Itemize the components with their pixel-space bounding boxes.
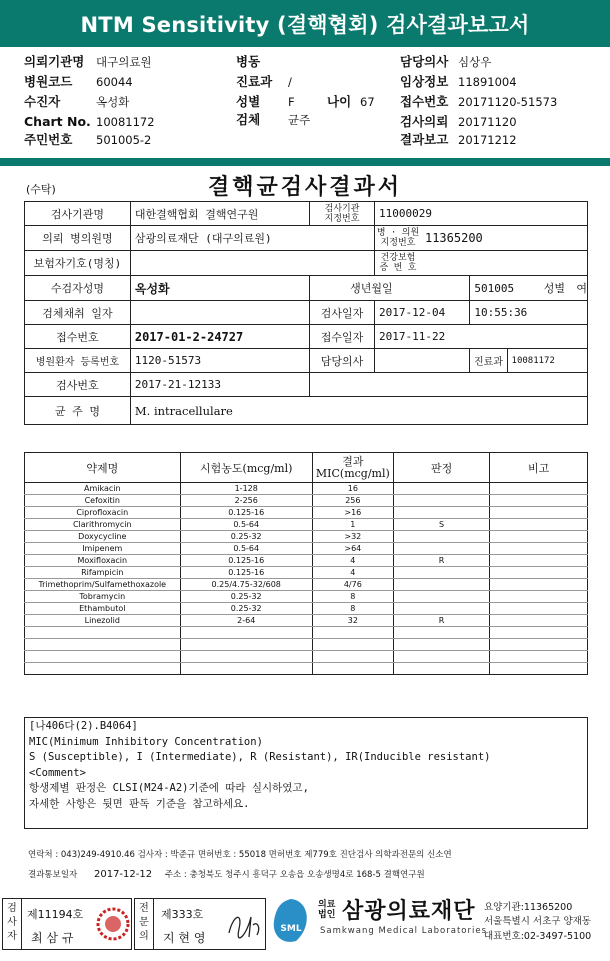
remark bbox=[490, 627, 588, 639]
interpretation bbox=[393, 483, 490, 495]
request-value: 20171120 bbox=[458, 115, 517, 129]
code-value: 60044 bbox=[96, 75, 133, 89]
remark bbox=[490, 567, 588, 579]
remark bbox=[490, 651, 588, 663]
comment-line: [나406다(2).B4064] bbox=[29, 720, 138, 732]
collect-date-value bbox=[130, 301, 309, 325]
interpretation: R bbox=[393, 615, 490, 627]
insurance-label: 건강보험 증 번 호 bbox=[379, 253, 417, 273]
strain-value: M. intracellulare bbox=[130, 397, 587, 425]
test-range bbox=[180, 651, 312, 663]
table-row bbox=[25, 531, 588, 543]
exam-no-value: 2017-21-12133 bbox=[130, 373, 309, 397]
insurer-label: 보험자기호(명칭) bbox=[25, 251, 131, 276]
birth-value: 501005 bbox=[474, 281, 515, 295]
rrn-value: 501005-2 bbox=[96, 133, 152, 147]
test-range: 0.125-16 bbox=[180, 555, 312, 567]
specialist-vertical-label: 전문의 bbox=[139, 903, 149, 942]
remark bbox=[490, 579, 588, 591]
interpretation bbox=[393, 603, 490, 615]
report-label: 결과보고 bbox=[400, 132, 449, 147]
test-range: 0.125-16 bbox=[180, 507, 312, 519]
interpretation bbox=[393, 651, 490, 663]
examiner-seal-icon bbox=[95, 905, 131, 943]
mic-result bbox=[312, 627, 393, 639]
accept-no-label: 접수번호 bbox=[25, 325, 131, 349]
mic-result: >32 bbox=[312, 531, 393, 543]
test-range: 0.25-32 bbox=[180, 603, 312, 615]
drug-name: Rifampicin bbox=[25, 567, 181, 579]
test-range: 0.5-64 bbox=[180, 543, 312, 555]
hospital-value: 대구의료원 bbox=[96, 55, 152, 69]
comment-line: MIC(Minimum Inhibitory Concentration) bbox=[29, 735, 263, 748]
interpretation: R bbox=[393, 555, 490, 567]
request-no-value: 11365200 bbox=[424, 231, 483, 245]
request-hospital-label: 의뢰 병의원명 bbox=[25, 226, 131, 251]
remark bbox=[490, 663, 588, 675]
rrn-label: 주민번호 bbox=[24, 132, 73, 147]
table-row bbox=[25, 651, 588, 663]
sex-value2: 여 bbox=[576, 282, 587, 295]
mic-result: 8 bbox=[312, 603, 393, 615]
remark bbox=[490, 495, 588, 507]
specialist-name: 지 현 영 bbox=[163, 931, 206, 945]
lab-value: 대한결핵협회 결핵연구원 bbox=[130, 202, 309, 226]
examiner-name: 최 삼 규 bbox=[31, 931, 74, 945]
divider-bar bbox=[0, 158, 610, 166]
lab-no-label: 검사기관 지정번호 bbox=[310, 202, 375, 226]
table-row bbox=[25, 615, 588, 627]
attending-label: 담당의사 bbox=[310, 349, 375, 373]
table-row bbox=[25, 519, 588, 531]
report-value: 20171212 bbox=[458, 133, 517, 147]
chart-label: Chart No. bbox=[24, 114, 91, 129]
remark bbox=[490, 483, 588, 495]
drug-name: Clarithromycin bbox=[25, 519, 181, 531]
mic-result: 4 bbox=[312, 555, 393, 567]
drug-name bbox=[25, 639, 181, 651]
mic-result: >16 bbox=[312, 507, 393, 519]
accept-date-value: 2017-11-22 bbox=[374, 325, 587, 349]
drug-name bbox=[25, 651, 181, 663]
remark bbox=[490, 507, 588, 519]
clinical-label: 임상정보 bbox=[400, 74, 449, 89]
test-range: 0.5-64 bbox=[180, 519, 312, 531]
request-no-label: 병 · 의원 지정번호 bbox=[376, 228, 420, 248]
test-range: 2-256 bbox=[180, 495, 312, 507]
receipt-label: 접수번호 bbox=[400, 94, 449, 109]
patient-value: 옥성화 bbox=[96, 95, 130, 109]
table-row bbox=[25, 495, 588, 507]
drug-name: Cefoxitin bbox=[25, 495, 181, 507]
mic-result: 1 bbox=[312, 519, 393, 531]
drug-name: Linezolid bbox=[25, 615, 181, 627]
drug-name: Doxycycline bbox=[25, 531, 181, 543]
examiner-license: 제11194호 bbox=[27, 908, 84, 921]
org-english: Samkwang Medical Laboratories bbox=[320, 926, 488, 936]
result-form-table bbox=[24, 201, 588, 425]
contact-line: 연락처 : 043)249-4910.46 검사자 : 박준규 면허번호 : 55018 면허번호 제779호 진단검사 의학과전문의 신소연 bbox=[28, 850, 452, 860]
drug-name: Amikacin bbox=[25, 483, 181, 495]
mic-result: 8 bbox=[312, 591, 393, 603]
drug-name bbox=[25, 627, 181, 639]
doctor-value: 심상우 bbox=[458, 55, 492, 69]
col-drug: 약제명 bbox=[25, 453, 181, 483]
report-title: NTM Sensitivity (결핵협회) 검사결과보고서 bbox=[0, 0, 610, 47]
table-row bbox=[25, 555, 588, 567]
consignment-tag: (수탁) bbox=[26, 183, 56, 196]
drug-name bbox=[25, 663, 181, 675]
exam-no-label: 검사번호 bbox=[25, 373, 131, 397]
notify-date: 2017-12-12 bbox=[93, 869, 153, 880]
drug-name: Trimethoprim/Sulfamethoxazole bbox=[25, 579, 181, 591]
interpretation bbox=[393, 543, 490, 555]
test-range bbox=[180, 639, 312, 651]
col-interpretation: 판정 bbox=[393, 453, 490, 483]
lab-address: 주소 : 충청북도 청주시 흥덕구 오송읍 오송생명4로 168-5 결핵연구원 bbox=[164, 870, 425, 880]
comment-line: 항생제별 판정은 CLSI(M24-A2)기준에 따라 실시하였고, bbox=[29, 782, 309, 794]
registration-label: 병원환자 등록번호 bbox=[25, 349, 131, 373]
table-row bbox=[25, 543, 588, 555]
col-remark: 비고 bbox=[490, 453, 588, 483]
signature-strip bbox=[0, 893, 610, 961]
comment-box bbox=[24, 717, 588, 829]
interpretation bbox=[393, 531, 490, 543]
request-hospital-value: 삼광의료재단 (대구의료원) bbox=[130, 226, 374, 251]
dept-label: 진료과 bbox=[236, 74, 273, 89]
org-name: 삼광의료재단 bbox=[342, 899, 476, 924]
specimen-label: 검체 bbox=[236, 112, 261, 127]
interpretation bbox=[393, 495, 490, 507]
clinical-value: 11891004 bbox=[458, 75, 517, 89]
comment-line: S (Susceptible), I (Intermediate), R (Resistant), IR(Inducible resistant) bbox=[29, 751, 491, 763]
age-value: 67 bbox=[360, 95, 375, 109]
sml-logo-icon bbox=[270, 897, 312, 945]
test-range bbox=[180, 627, 312, 639]
interpretation bbox=[393, 639, 490, 651]
table-row bbox=[25, 567, 588, 579]
col-mic: 결과 MIC(mcg/ml) bbox=[312, 453, 393, 483]
mic-result bbox=[312, 651, 393, 663]
remark bbox=[490, 639, 588, 651]
table-row bbox=[25, 507, 588, 519]
dept-value: / bbox=[288, 75, 292, 89]
table-row bbox=[25, 603, 588, 615]
mic-result: >64 bbox=[312, 543, 393, 555]
drug-name: Ethambutol bbox=[25, 603, 181, 615]
remark bbox=[490, 591, 588, 603]
mic-result bbox=[312, 639, 393, 651]
birth-label: 생년월일 bbox=[310, 276, 470, 301]
specialist-license: 제333호 bbox=[161, 908, 204, 921]
document-title: 결핵균검사결과서 bbox=[207, 174, 403, 200]
sex-label: 성별 bbox=[236, 94, 261, 109]
test-date-label: 검사일자 bbox=[310, 301, 375, 325]
interpretation bbox=[393, 627, 490, 639]
col-concentration: 시험농도(mcg/ml) bbox=[180, 453, 312, 483]
table-row bbox=[25, 627, 588, 639]
clinic-value: 10081172 bbox=[507, 349, 587, 373]
interpretation bbox=[393, 507, 490, 519]
specialist-box bbox=[134, 898, 266, 950]
interpretation bbox=[393, 663, 490, 675]
test-range: 0.125-16 bbox=[180, 567, 312, 579]
drug-name: Ciprofloxacin bbox=[25, 507, 181, 519]
remark bbox=[490, 555, 588, 567]
table-row bbox=[25, 663, 588, 675]
sex-value: F bbox=[288, 95, 295, 109]
examiner-box bbox=[2, 898, 132, 950]
name-value: 옥성화 bbox=[130, 276, 309, 301]
lab-label: 검사기관명 bbox=[25, 202, 131, 226]
remark bbox=[490, 543, 588, 555]
comment-line: 자세한 사항은 뒷면 판독 기준을 참고하세요. bbox=[29, 797, 250, 810]
patient-label: 수진자 bbox=[24, 94, 61, 109]
test-range: 0.25-32 bbox=[180, 591, 312, 603]
interpretation bbox=[393, 567, 490, 579]
drug-name: Imipenem bbox=[25, 543, 181, 555]
care-number: 요양기관:11365200 bbox=[484, 902, 573, 913]
hospital-label: 의뢰기관명 bbox=[24, 54, 85, 69]
sml-logo-text: SML bbox=[280, 924, 302, 934]
accept-date-label: 접수일자 bbox=[310, 325, 375, 349]
mic-result: 256 bbox=[312, 495, 393, 507]
org-phone: 대표번호:02-3497-5100 bbox=[484, 931, 592, 942]
test-range: 0.25/4.75-32/608 bbox=[180, 579, 312, 591]
drug-name: Tobramycin bbox=[25, 591, 181, 603]
mic-result: 4/76 bbox=[312, 579, 393, 591]
table-row bbox=[25, 639, 588, 651]
request-label: 검사의뢰 bbox=[400, 114, 449, 129]
table-row bbox=[25, 591, 588, 603]
receipt-value: 20171120-51573 bbox=[458, 95, 558, 109]
age-label: 나이 bbox=[327, 94, 352, 109]
org-address: 서울특별시 서초구 양재동 bbox=[484, 916, 591, 927]
specimen-value: 균주 bbox=[288, 113, 311, 127]
remark bbox=[490, 615, 588, 627]
insurer-value bbox=[130, 251, 374, 276]
signature-scribble-icon bbox=[223, 907, 263, 943]
test-time-value: 10:55:36 bbox=[470, 301, 588, 325]
drug-name: Moxifloxacin bbox=[25, 555, 181, 567]
lab-no-value: 11000029 bbox=[374, 202, 587, 226]
attending-value bbox=[374, 349, 469, 373]
mic-result: 16 bbox=[312, 483, 393, 495]
collect-date-label: 검체채취 일자 bbox=[25, 301, 131, 325]
clinic-label: 진료과 bbox=[470, 349, 507, 373]
code-label: 병원코드 bbox=[24, 74, 73, 89]
notify-label: 결과통보일자 bbox=[28, 870, 78, 880]
accept-no-value: 2017-01-2-24727 bbox=[130, 325, 309, 349]
test-range: 2-64 bbox=[180, 615, 312, 627]
notify-line bbox=[28, 868, 425, 880]
doctor-label: 담당의사 bbox=[400, 54, 449, 69]
interpretation: S bbox=[393, 519, 490, 531]
table-row bbox=[25, 579, 588, 591]
test-range: 1-128 bbox=[180, 483, 312, 495]
name-label: 수검자성명 bbox=[25, 276, 131, 301]
test-date-value: 2017-12-04 bbox=[374, 301, 469, 325]
registration-value: 1120-51573 bbox=[130, 349, 309, 373]
mic-result bbox=[312, 663, 393, 675]
drug-sensitivity-table bbox=[24, 452, 588, 675]
remark bbox=[490, 531, 588, 543]
test-range bbox=[180, 663, 312, 675]
interpretation bbox=[393, 579, 490, 591]
interpretation bbox=[393, 591, 490, 603]
strain-label: 균 주 명 bbox=[25, 397, 131, 425]
mic-result: 4 bbox=[312, 567, 393, 579]
test-range: 0.25-32 bbox=[180, 531, 312, 543]
remark bbox=[490, 603, 588, 615]
remark bbox=[490, 519, 588, 531]
org-prefix: 의료 법인 bbox=[318, 900, 336, 920]
comment-line: <Comment> bbox=[29, 766, 86, 779]
sex-label2: 성별 bbox=[543, 282, 565, 295]
examiner-vertical-label: 검사자 bbox=[7, 903, 17, 942]
table-row bbox=[25, 483, 588, 495]
chart-value: 10081172 bbox=[96, 115, 155, 129]
mic-result: 32 bbox=[312, 615, 393, 627]
ward-label: 병동 bbox=[236, 54, 261, 69]
